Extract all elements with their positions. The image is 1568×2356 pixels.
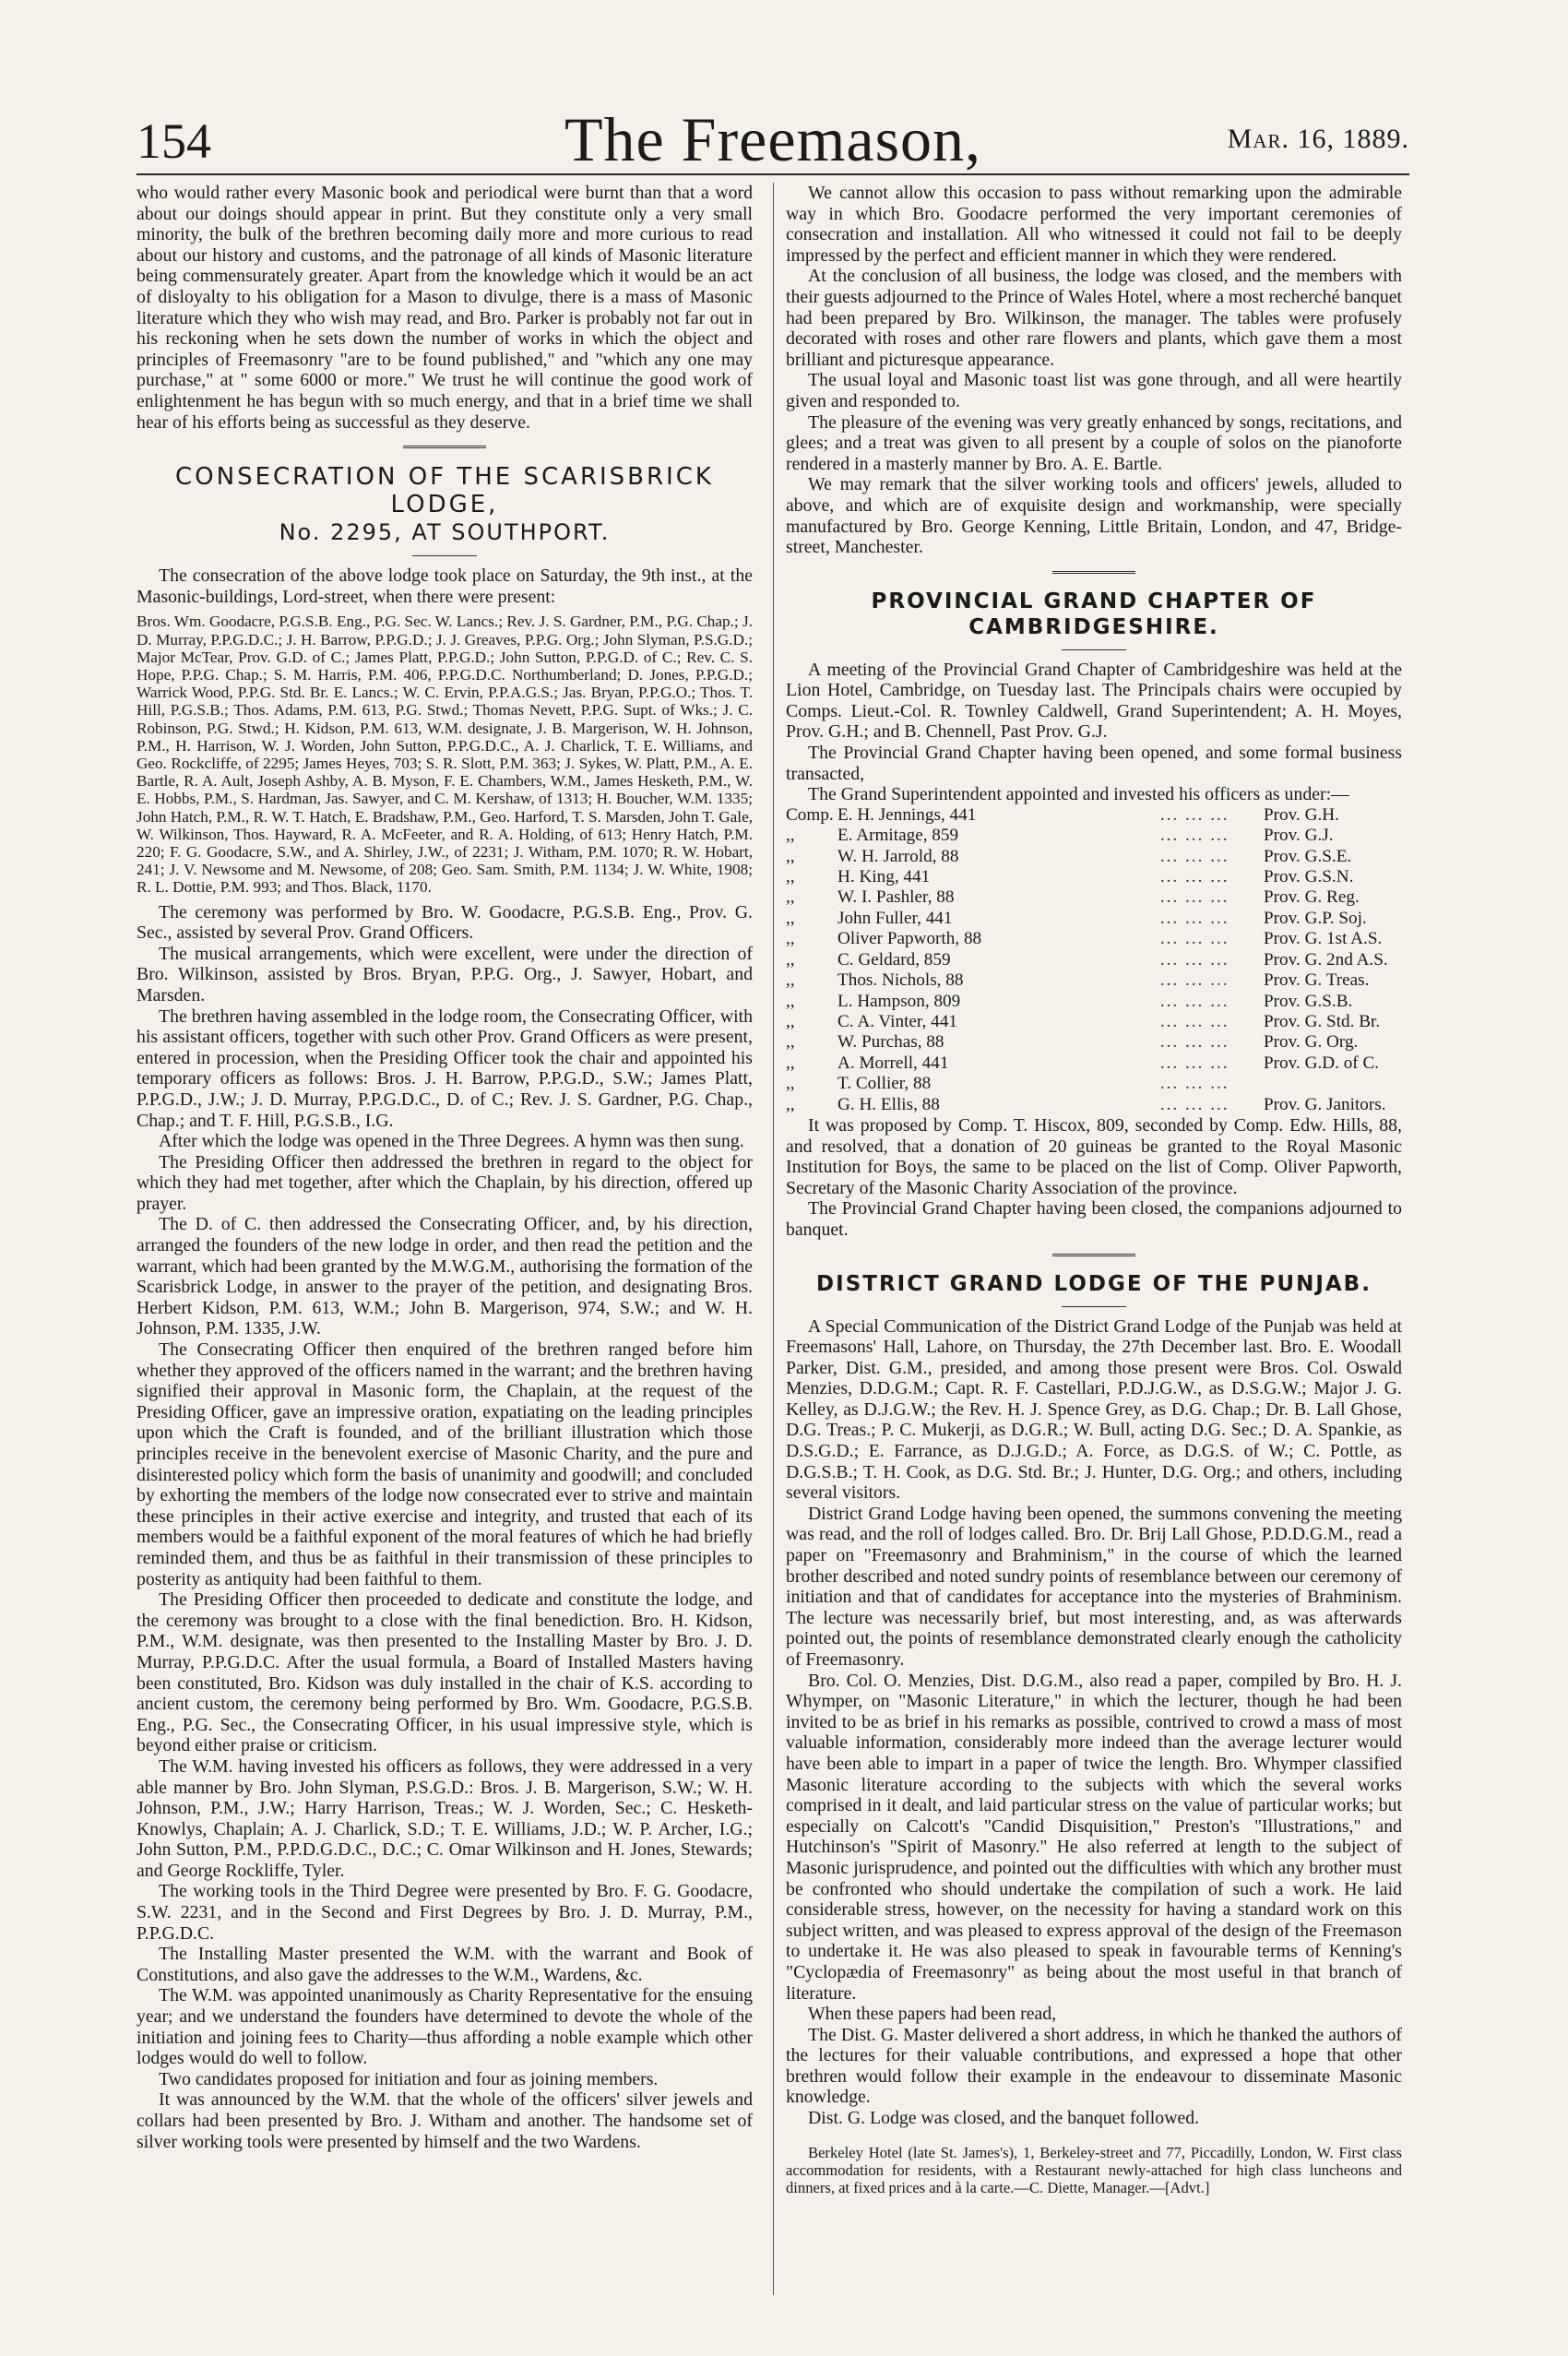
officer-name: W. H. Jarrold, 88 bbox=[837, 846, 959, 866]
officer-row bbox=[786, 826, 1402, 846]
article-paragraph: The Grand Superintendent appointed and invested his officers as under:— bbox=[808, 784, 1349, 805]
officer-name: G. H. Ellis, 88 bbox=[837, 1094, 940, 1114]
officer-row bbox=[786, 847, 1402, 867]
page-number: 154 bbox=[137, 113, 211, 169]
header-rule bbox=[137, 173, 1409, 175]
officer-office: Prov. G. Treas. bbox=[1264, 970, 1370, 991]
officer-row bbox=[786, 929, 1402, 949]
article-paragraph: A meeting of the Provincial Grand Chapter of Cambridgeshire was held at the Lion Hotel, Cambridge, on Tuesday last. The Principals chairs were occupied by Comps. Lieut.-Col. R. Townley Caldwell, Grand Superintendent; A. H. Moyes, Prov. G.H.; and B. Chennell, Past Prov. G.J. bbox=[786, 659, 1402, 743]
leader-dots: ... ... ... bbox=[1159, 970, 1229, 991]
leader-dots: ... ... ... bbox=[1159, 991, 1229, 1011]
officer-row bbox=[786, 970, 1402, 991]
officer-office: Prov. G. Std. Br. bbox=[1264, 1011, 1381, 1031]
newspaper-title: The Freemason, bbox=[564, 104, 982, 174]
officer-row bbox=[786, 1074, 1402, 1094]
article-paragraph: The brethren having assembled in the lodge room, the Consecrating Officer, with his assistant officers, together with such other Prov. Grand Officers as were present, entered in procession, when the Presiding Officer took the chair and appointed his temporary officers as follows: Bros. J. H. Barrow, P.P.G.D., S.W.; James Platt, P.P.G.D., J.W.; J. D. Murray, P.P.G.D.C., D. of C.; Rev. J. S. Gardner, P.G. Chap., Chap.; and T. F. Hill, P.G.S.B., I.G. bbox=[137, 1005, 753, 1131]
article-paragraph: The pleasure of the evening was very greatly enhanced by songs, recitations, and glees; and a treat was given to all present by a couple of solos on the pianoforte rendered in a masterly manner by Bro. A. E. Bartle. bbox=[786, 411, 1402, 474]
leader-dots: ... ... ... bbox=[1159, 826, 1229, 846]
article-paragraph: The W.M. was appointed unanimously as Charity Representative for the ensuing year; and we understand the founders have determined to devote the whole of the initiation and joining fees to Charity—thus affording a noble example which other lodges would do well to follow. bbox=[137, 1985, 753, 2069]
article-paragraph: The Presiding Officer then proceeded to dedicate and constitute the lodge, and the ceremony was brought to a close with the final benediction. Bro. H. Kidson, P.M., W.M. designate, was then presented to the Installing Master by Bro. J. D. Murray, P.P.G.D.C. After the usual formula, a Board of Installed Masters having been constituted, Bro. Kidson was duly installed in the chair of K.S. according to ancient custom, the ceremony being performed by Bro. Wm. Goodacre, P.G.S.B. Eng., P.G. Sec., the Consecrating Officer, in his usual impressive style, which is beyond either praise or criticism. bbox=[137, 1589, 753, 1756]
officer-prefix: ,, bbox=[786, 826, 795, 846]
article-paragraph: The usual loyal and Masonic toast list was gone through, and all were heartily given and responded to. bbox=[786, 370, 1402, 411]
article-paragraph: District Grand Lodge having been opened, the summons convening the meeting was read, and the roll of lodges called. Bro. Dr. Brij Lall Ghose, P.D.D.G.M., read a paper on "Freemasonry and Brahminism," in the course of which the learned brother described and noted sundry points of resemblance between our ceremony of initiation and that of candidates for acceptance into the mysteries of Brahminism. The lecture was necessarily brief, but most interesting, and, as was afterwards pointed out, the points of resemblance demonstrated clearly enough the catholicity of Freemasonry. bbox=[786, 1503, 1402, 1670]
article-paragraph: The Provincial Grand Chapter having been opened, and some formal business transacted, bbox=[786, 743, 1402, 784]
officer-row bbox=[786, 1012, 1402, 1032]
article-heading: DISTRICT GRAND LODGE OF THE PUNJAB. bbox=[816, 1271, 1372, 1296]
article-paragraph: The Presiding Officer then addressed the brethren in regard to the object for which they had met together, after which the Chaplain, by his direction, offered up prayer. bbox=[137, 1151, 753, 1214]
officer-office: Prov. G.D. of C. bbox=[1264, 1053, 1380, 1073]
officer-office: Prov. G. 1st A.S. bbox=[1264, 929, 1383, 949]
issue-date: Mar. 16, 1889. bbox=[1227, 124, 1409, 154]
officer-name: C. A. Vinter, 441 bbox=[837, 1011, 957, 1031]
officer-name: Oliver Papworth, 88 bbox=[837, 929, 982, 949]
article-paragraph: The working tools in the Third Degree were presented by Bro. F. G. Goodacre, S.W. 2231, and in the Second and First Degrees by Bro. J. D. Murray, P.M., P.P.G.D.C. bbox=[137, 1881, 753, 1944]
leader-dots: ... ... ... bbox=[1159, 1094, 1229, 1114]
article-paragraph: Dist. G. Lodge was closed, and the banquet followed. bbox=[808, 2108, 1200, 2129]
leader-dots: ... ... ... bbox=[1159, 887, 1229, 908]
officer-row bbox=[786, 992, 1402, 1012]
article-heading: CONSECRATION OF THE SCARISBRICK LODGE, bbox=[175, 463, 714, 519]
article-paragraph: The Provincial Grand Chapter having been closed, the companions adjourned to banquet. bbox=[786, 1198, 1402, 1240]
officer-prefix: ,, bbox=[786, 846, 795, 866]
heading-rule bbox=[1062, 1306, 1126, 1307]
article-paragraph: When these papers had been read, bbox=[808, 2004, 1057, 2025]
leader-dots: ... ... ... bbox=[1159, 1074, 1229, 1094]
leader-dots: ... ... ... bbox=[1159, 867, 1229, 887]
officer-prefix: ,, bbox=[786, 1032, 795, 1053]
leader-dots: ... ... ... bbox=[1159, 908, 1229, 928]
officer-prefix: ,, bbox=[786, 1074, 795, 1094]
officer-office: Prov. G.J. bbox=[1264, 826, 1334, 846]
officer-row bbox=[786, 805, 1402, 826]
article-paragraph: After which the lodge was opened in the Three Degrees. A hymn was then sung. bbox=[159, 1131, 744, 1152]
officer-office: Prov. G. 2nd A.S. bbox=[1264, 949, 1388, 970]
officer-name: E. Armitage, 859 bbox=[837, 826, 959, 846]
masthead bbox=[137, 103, 1409, 177]
officer-name: L. Hampson, 809 bbox=[837, 991, 961, 1011]
officers-table bbox=[786, 805, 1402, 1115]
officer-prefix: ,, bbox=[786, 970, 795, 991]
column-divider bbox=[773, 183, 774, 2295]
officer-office: Prov. G.H. bbox=[1264, 804, 1339, 825]
officer-prefix: ,, bbox=[786, 1011, 795, 1031]
officer-prefix: ,, bbox=[786, 929, 795, 949]
leader-dots: ... ... ... bbox=[1159, 929, 1229, 949]
article-paragraph: At the conclusion of all business, the lodge was closed, and the members with their guests adjourned to the Prince of Wales Hotel, where a most recherché banquet had been prepared by Bro. Wilkinson, the manager. The tables were profusely decorated with roses and other rare flowers and plants, which gave them a most brilliant and picturesque appearance. bbox=[786, 266, 1402, 370]
article-paragraph: The ceremony was performed by Bro. W. Goodacre, P.G.S.B. Eng., Prov. G. Sec., assisted by several Prov. Grand Officers. bbox=[137, 901, 753, 944]
article-paragraph: The musical arrangements, which were excellent, were under the direction of Bro. Wilkinson, assisted by Bros. Bryan, P.P.G. Org., J. Sawyer, Hobart, and Marsden. bbox=[137, 943, 753, 1005]
article-paragraph: Bro. Col. O. Menzies, Dist. D.G.M., also read a paper, compiled by Bro. H. J. Whymper, on "Masonic Literature," in which the lecturer, though he had been invited to be as brief in his remarks as possible, contrived to crowd a mass of most valuable information, considerably more indeed than the average lecturer would have been able to impart in a paper of twice the length. Bro. Whymper classified Masonic literature according to the subjects with which the several works comprised in it dealt, and laid particular stress on the value of particular works; but especially on Calcott's "Candid Disquisition," Preston's "Illustrations," and Hutchinson's "Spirit of Masonry." He also referred at length to the subject of Masonic jurisprudence, and pointed out the difficulties with which any brother must be confronted who should undertake the compilation of such a work. He laid considerable stress, however, on the necessity for having a standard work on this subject written, and was pleased to express approval of the design of the Freemason to undertake it. He was also pleased to speak in favourable terms of Kenning's "Cyclopædia of Freemasonry" as being about the most useful in that branch of literature. bbox=[786, 1670, 1402, 2004]
officer-name: E. H. Jennings, 441 bbox=[837, 804, 977, 825]
officer-prefix: ,, bbox=[786, 1053, 795, 1073]
article-paragraph: The D. of C. then addressed the Consecrating Officer, and, by his direction, arranged the founders of the new lodge in order, and then read the petition and the warrant, which had been granted by the M.W.G.M., authorising the formation of the Scarisbrick Lodge, in answer to the prayer of the petition, and designating Bros. Herbert Kidson, P.M. 613, W.M.; John B. Margerison, 974, S.W.; and W. H. Johnson, P.M. 1335, J.W. bbox=[137, 1214, 753, 1339]
section-rule bbox=[1052, 571, 1135, 576]
officer-office: Prov. G.S.N. bbox=[1264, 867, 1354, 887]
officer-name: John Fuller, 441 bbox=[837, 908, 953, 928]
officer-office: Prov. G.S.B. bbox=[1264, 991, 1353, 1011]
officer-prefix: ,, bbox=[786, 887, 795, 908]
left-column bbox=[137, 183, 753, 2304]
officer-row bbox=[786, 950, 1402, 970]
article-paragraph: The W.M. having invested his officers as follows, they were addressed in a very able manner by Bro. John Slyman, P.S.G.D.: Bros. J. B. Margerison, S.W.; W. H. Johnson, P.M., J.W.; Harry Harrison, Treas.; W. J. Worden, Sec.; C. Hesketh-Knowlys, Chaplain; A. J. Charlick, S.D.; T. E. Williams, J.D.; W. P. Archer, I.G.; John Sutton, P.M., P.P.D.G.D.C., D.C.; C. Omar Wilkinson and H. Jones, Stewards; and George Rockliffe, Tyler. bbox=[137, 1755, 753, 1881]
leader-dots: ... ... ... bbox=[1159, 1053, 1229, 1073]
officer-name: W. I. Pashler, 88 bbox=[837, 887, 955, 908]
heading-rule bbox=[412, 555, 477, 556]
leader-dots: ... ... ... bbox=[1159, 804, 1229, 825]
article-paragraph: We may remark that the silver working tools and officers' jewels, alluded to above, and which are of exquisite design and workmanship, were specially manufactured by Bro. George Kenning, Little Britain, London, and 47, Bridge-street, Manchester. bbox=[786, 474, 1402, 558]
officer-row bbox=[786, 909, 1402, 929]
officer-office: Prov. G. Org. bbox=[1264, 1032, 1359, 1053]
officer-name: H. King, 441 bbox=[837, 867, 931, 887]
officer-prefix: ,, bbox=[786, 949, 795, 970]
officer-prefix: Comp. bbox=[786, 804, 834, 825]
heading-rule bbox=[1062, 649, 1126, 650]
section-rule bbox=[403, 446, 486, 450]
leader-dots: ... ... ... bbox=[1159, 949, 1229, 970]
officer-name: Thos. Nichols, 88 bbox=[837, 970, 964, 991]
article-paragraph: The consecration of the above lodge took place on Saturday, the 9th inst., at the Masonic-buildings, Lord-street, when there were present: bbox=[137, 565, 753, 607]
officer-name: A. Morrell, 441 bbox=[837, 1053, 949, 1073]
right-column bbox=[786, 183, 1402, 2304]
article-heading: PROVINCIAL GRAND CHAPTER OF bbox=[871, 589, 1317, 613]
officer-row bbox=[786, 1095, 1402, 1115]
officer-prefix: ,, bbox=[786, 908, 795, 928]
officer-prefix: ,, bbox=[786, 1094, 795, 1114]
leader-dots: ... ... ... bbox=[1159, 846, 1229, 866]
attendee-list: Bros. Wm. Goodacre, P.G.S.B. Eng., P.G. Sec. W. Lancs.; Rev. J. S. Gardner, P.M., P.G. Chap.; J. D. Murray, P.P.G.D.C.; J. H. Barrow, P.P.G.D.; J. J. Greaves, P.P.G. Org.; John Slyman, P.S.G.D.; Major McTear, Prov. G.D. of C.; James Platt, P.P.G.D.; John Sutton, P.P.G.D. of C.; Rev. C. S. Hope, P.P.G. Chap.; S. M. Harris, P.M. 406, P.P.G.D.C. Northumberland; D. Jones, P.P.G.D.; Warrick Wood, P.P.G. Std. Br. E. Lancs.; W. C. Ervin, P.P.A.G.S.; Jas. Bryan, P.P.G.O.; Thos. T. Hill, P.G.S.B.; Thos. Adams, P.M. 613, P.G. Stwd.; Thomas Nevett, P.P.G. Supt. of Wks.; J. C. Robinson, P.G. Stwd.; H. Kidson, P.M. 613, W.M. designate, J. B. Margerison, W. H. Johnson, P.M., H. Harrison, W. J. Worden, John Sutton, P.P.G.D.C., A. J. Charlick, T. E. Williams, and Geo. Rockcliffe, of 2295; James Heyes, 703; S. R. Slott, P.M. 363; J. Sykes, W. Platt, P.M., A. E. Bartle, R. A. Ault, Joseph Ashby, A. B. Myson, F. E. Chambers, W.M., James Hesketh, P.M., W. E. Hobbs, P.M., S. Hardman, Jas. Sawyer, and C. M. Kershaw, of 1313; H. Boucher, W.M. 1335; John Hatch, P.M., R. W. T. Hatch, E. Bradshaw, P.M., Geo. Harford, T. S. Marsden, John T. Gale, W. Wilkinson, Thos. Hayward, R. A. McFeeter, and R. A. Holding, of 613; Henry Hatch, P.M. 220; F. G. Goodacre, S.W., and A. Shirley, J.W., of 2231; J. Witham, P.M. 1070; R. W. Hobart, 241; J. V. Newsome and M. Newsome, of 208; Geo. Sam. Smith, P.M. 1134; J. W. White, 1908; R. L. Dottie, P.M. 993; and Thos. Black, 1170. bbox=[137, 613, 753, 897]
officer-office: Prov. G. Reg. bbox=[1264, 887, 1360, 908]
advertisement: Berkeley Hotel (late St. James's), 1, Berkeley-street and 77, Piccadilly, London, W. First class accommodation for residents, with a Restaurant newly-attached for high class luncheons and dinners, at fixed prices and à la carte.—C. Diette, Manager.—[Advt.] bbox=[786, 2143, 1402, 2196]
leader-dots: ... ... ... bbox=[1159, 1011, 1229, 1031]
officer-row bbox=[786, 887, 1402, 908]
article-paragraph: Two candidates proposed for initiation and four as joining members. bbox=[159, 2068, 659, 2089]
officer-row bbox=[786, 867, 1402, 887]
officer-name: C. Geldard, 859 bbox=[837, 949, 951, 970]
section-rule bbox=[1052, 1254, 1135, 1258]
officer-row bbox=[786, 1032, 1402, 1053]
article-paragraph: It was proposed by Comp. T. Hiscox, 809, seconded by Comp. Edw. Hills, 88, and resolved, that a donation of 20 guineas be granted to the Royal Masonic Institution for Boys, the same to be placed on the list of Comp. Oliver Papworth, Secretary of the Masonic Charity Association of the province. bbox=[786, 1114, 1402, 1198]
officer-name: T. Collier, 88 bbox=[837, 1074, 932, 1094]
article-paragraph: It was announced by the W.M. that the whole of the officers' silver jewels and collars had been presented by Bro. J. Witham and another. The handsome set of silver working tools were presented by himself and the two Wardens. bbox=[137, 2089, 753, 2152]
article-heading-continued: CAMBRIDGESHIRE. bbox=[968, 614, 1219, 639]
article-paragraph: The Installing Master presented the W.M. with the warrant and Book of Constitutions, and also gave the addresses to the W.M., Wardens, &c. bbox=[137, 1944, 753, 1985]
officer-office: Prov. G.P. Soj. bbox=[1264, 908, 1367, 928]
article-paragraph: The Dist. G. Master delivered a short address, in which he thanked the authors of the lectures for their valuable contributions, and expressed a hope that other brethren would follow their example in the endeavour to disseminate Masonic knowledge. bbox=[786, 2024, 1402, 2108]
officer-prefix: ,, bbox=[786, 867, 795, 887]
article-paragraph: who would rather every Masonic book and periodical were burnt than that a word about our doings should appear in print. But they constitute only a very small minority, the bulk of the brethren becoming daily more and more curious to read about our history and customs, and the patronage of all kinds of Masonic literature being commensurately greater. Apart from the knowledge which it would be an act of disloyalty to his obligation for a Mason to divulge, there is a mass of Masonic literature which they who wish may read, and Bro. Parker is probably not far out in his reckoning when he sets down the number of works in which the object and principles of Freemasonry "are to be found published," and "which any one may purchase," at " some 6000 or more." We trust he will continue the good work of enlightenment he has begun with so much energy, and that in a brief time we shall hear of his efforts being as successful as they deserve. bbox=[137, 183, 753, 433]
leader-dots: ... ... ... bbox=[1159, 1032, 1229, 1053]
officer-prefix: ,, bbox=[786, 991, 795, 1011]
article-paragraph: We cannot allow this occasion to pass without remarking upon the admirable way in which Bro. Goodacre performed the very important ceremonies of consecration and installation. All who witnessed it could not fail to be deeply impressed by the perfect and efficient manner in which they were rendered. bbox=[786, 183, 1402, 266]
officer-office: Prov. G. Janitors. bbox=[1264, 1094, 1386, 1114]
officer-office bbox=[1264, 1074, 1402, 1094]
article-paragraph: A Special Communication of the District Grand Lodge of the Punjab was held at Freemasons' Hall, Lahore, on Thursday, the 27th December last. Bro. E. Woodall Parker, Dist. G.M., presided, and among those present were Bros. Col. Oswald Menzies, D.D.G.M.; Capt. R. F. Castellari, P.D.J.G.W., as D.S.G.W.; Major J. G. Kelley, as D.J.G.W.; the Rev. H. J. Spence Grey, as D.G. Chap.; Dr. B. Lall Ghose, D.G. Treas.; P. C. Mukerji, as D.G.R.; W. Bull, acting D.G. Sec.; D. A. Spankie, as D.S.G.D.; E. Farrance, as D.J.G.D.; A. Force, as D.G.S. of W.; C. Pottle, as D.G.S.B.; T. H. Cook, as D.G. Std. Br.; J. Hunter, D.G. Org.; and others, including several visitors. bbox=[786, 1315, 1402, 1504]
article-paragraph: The Consecrating Officer then enquired of the brethren ranged before him whether they approved of the officers named in the warrant; and the brethren having signified their approval in Masonic form, the Chaplain, at the request of the Presiding Officer, gave an impressive oration, expatiating on the leading principles upon which the Craft is founded, and of the brilliant illustration which those principles receive in the benevolent exercise of Masonic Charity, and the pure and disinterested policy which form the basis of unanimity and goodwill; and concluded by exhorting the members of the lodge now consecrated ever to strive and maintain these principles in their active exercise and integrity, and trusted that each of its members would be a faithful exponent of the moral features of which he had briefly reminded them, and thus be as faithful in their transmission of these principles to posterity as antiquity had been faithful to them. bbox=[137, 1339, 753, 1589]
officer-row bbox=[786, 1053, 1402, 1074]
officer-name: W. Purchas, 88 bbox=[837, 1032, 944, 1053]
officer-office: Prov. G.S.E. bbox=[1264, 846, 1352, 866]
article-subheading: No. 2295, AT SOUTHPORT. bbox=[279, 519, 611, 546]
